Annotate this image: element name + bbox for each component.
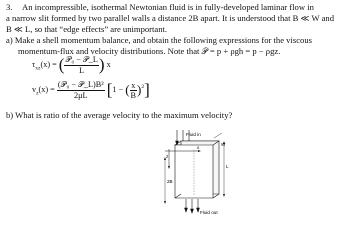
length-label: L bbox=[226, 164, 229, 169]
left-paren: ( bbox=[58, 55, 65, 74]
left-bracket: [ bbox=[106, 80, 113, 99]
right-bracket: ] bbox=[144, 80, 150, 99]
tau-symbol: τ bbox=[32, 59, 36, 69]
tau-denominator: L bbox=[79, 66, 85, 75]
problem-line-3: B ≪ L, so that “edge effects” are unimportant. bbox=[6, 24, 168, 34]
inner-left-paren: ( bbox=[125, 82, 130, 97]
depth-dimension-line bbox=[214, 133, 222, 138]
ratio-numerator: x bbox=[131, 80, 136, 90]
problem-part-b: b) What is ratio of the average velocity to the maximum velocity? bbox=[6, 110, 233, 120]
fluid-in-label: Fluid in bbox=[186, 132, 201, 137]
problem-part-a-cont: momentum-flux and velocity distributions. Note that 𝒫 = p + ρgh = p − ρgz. bbox=[18, 46, 281, 56]
tau-subscript: xz bbox=[35, 65, 41, 72]
tau-rhs: x bbox=[106, 59, 111, 69]
z-axis-label: z bbox=[166, 154, 169, 159]
velocity-subscript: z bbox=[36, 90, 39, 97]
right-paren: ) bbox=[98, 55, 105, 74]
bracket-lead: 1 − bbox=[112, 84, 124, 94]
x-axis-label: x bbox=[197, 145, 200, 150]
tau-numerator: 𝒫₀ − 𝒫_L bbox=[65, 55, 98, 64]
velocity-numerator: (𝒫₀ − 𝒫_L)B² bbox=[57, 80, 104, 89]
problem-number: 3. bbox=[6, 2, 13, 12]
problem-line-1: An incompressible, isothermal Newtonian fluid is in fully-developed laminar flow in bbox=[22, 2, 314, 12]
problem-line-2: a narrow slit formed by two parallel walls a distance 2B apart. It is understood that B ≪ W and bbox=[6, 13, 335, 23]
ratio-denominator: B bbox=[130, 90, 136, 100]
problem-part-a: a) Make a shell momentum balance, and obtain the following expressions for the viscous bbox=[6, 35, 312, 45]
fluid-out-label: Fluid out bbox=[200, 210, 218, 215]
velocity-denominator: 2μL bbox=[73, 91, 88, 100]
velocity-symbol: v bbox=[32, 84, 37, 94]
tau-argument: (x) = bbox=[40, 59, 57, 69]
outlet-arrows bbox=[185, 199, 200, 213]
inner-right-paren: ) bbox=[137, 82, 142, 97]
velocity-argument: (x) = bbox=[38, 84, 55, 94]
depth-label: W bbox=[221, 142, 226, 147]
width-label: 2B bbox=[167, 179, 173, 184]
exponent: 2 bbox=[141, 84, 145, 91]
